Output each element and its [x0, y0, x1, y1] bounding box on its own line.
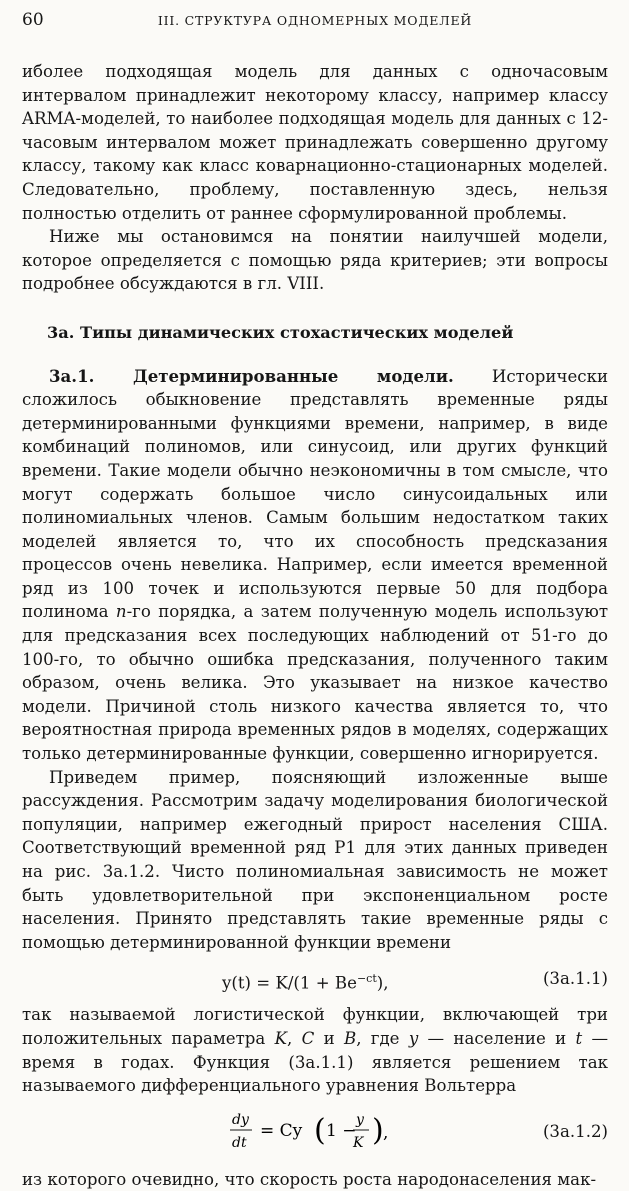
page-number: 60 — [22, 10, 44, 30]
eq2-mid: = Cy — [260, 1120, 303, 1141]
var-C: C — [301, 1028, 315, 1048]
equation-3a-1-1 — [22, 962, 608, 998]
subsection-text-2: -го порядка, а затем полученную модель используют для предсказания всех последующих наблюдений от 51-го до 100-го, то обычно ошибка предсказания, полученного таким образом, очень велика. Это указывает на низкое качество модели. Причиной столь низкого качества является то, что вероятностная природа временных рядов в моделях, содержащих только детерминированные функции, совершенно игнорируется. — [22, 602, 609, 764]
paragraph-deterministic-models — [22, 365, 608, 766]
logistic-text-c: — время в годах. Функция (3а.1.1) является решением так называемого дифференциального уравнения Вольтерра — [22, 1028, 609, 1096]
var-t: t — [575, 1028, 583, 1048]
running-head: III. СТРУКТУРА ОДНОМЕРНЫХ МОДЕЛЕЙ — [157, 13, 473, 28]
eq2-left-paren: ( — [314, 1112, 326, 1148]
page-body — [22, 60, 608, 1191]
paragraph-example: Приведем пример, поясняющий изложенные выше рассуждения. Рассмотрим задачу моделирования биологической популяции, например ежегодный прирост населения США. Соответствующий временной ряд P1 для этих данных приведен на рис. 3а.1.2. Чисто полиномиальная зависимость не может быть удовлетворительной при экспоненциальном росте населения. Принято представлять такие временные ряды с помощью детерминированной функции времени — [22, 767, 608, 952]
logistic-text-b: — население и — [427, 1028, 567, 1048]
volterra-equation — [222, 1102, 422, 1162]
logistic-formula — [222, 967, 389, 995]
eq1-rhs: ), — [376, 973, 389, 993]
eq1-exponent: −ct — [356, 972, 377, 986]
equation-number-1: (3а.1.1) — [542, 969, 608, 989]
var-y: y — [408, 1028, 419, 1048]
section-title: 3а. Типы динамических стохастических моделей — [47, 322, 514, 342]
paragraph-logistic: так называемой логистической функции, включающей три положительных параметра K, C и B, где y — население и t — время в годах. Функция (3а.1.1) является решением так называемого дифференциального уравнения Вольтерра — [22, 1005, 609, 1096]
paragraph-best-model: Ниже мы остановимся на понятии наилучшей модели, которое определяется с помощью ряда критериев; эти вопросы подробнее обсуждаются в гл. VIII. — [22, 227, 608, 294]
equation-number-2: (3а.1.2) — [542, 1121, 608, 1141]
eq2-dt: dt — [232, 1134, 247, 1151]
var-B: B — [343, 1028, 357, 1048]
eq1-lhs: y(t) = K/(1 + Be — [222, 973, 357, 993]
subsection-heading: 3а.1. Детерминированные модели. — [49, 365, 454, 386]
eq2-y: y — [356, 1111, 364, 1128]
paragraph-final: из которого очевидно, что скорость роста народонаселения мак- — [22, 1169, 597, 1189]
logistic-text-a: так называемой логистической функции, включающей три положительных параметра — [22, 1005, 608, 1048]
eq2-comma: , — [383, 1122, 389, 1143]
var-K: K — [274, 1028, 288, 1048]
eq2-dy: dy — [232, 1111, 249, 1128]
variable-n: n — [115, 602, 127, 622]
equation-3a-1-2 — [22, 1102, 608, 1164]
eq2-K: K — [353, 1134, 364, 1151]
subsection-text: Исторически сложилось обыкновение представлять временные ряды детерминированными функциями времени, например, в виде комбинаций полиномов, или синусоид, или других функций времени. Такие модели обычно неэкономичны в том смысле, что могут содержать большое число синусоидальных или полиномиальных членов. Самым большим недостатком таких моделей является то, что их способность предсказания процессов очень невелика. Например, если имеется временной ряд из 100 точек и используются первые 50 для подбора полинома — [22, 366, 609, 622]
paragraph-continued: иболее подходящая модель для данных с одночасовым интервалом принадлежит некоторому классу, например классу ARMA-моделей, то наиболее подходящая модель для данных с 12-часовым интервалом может принадлежать совершенно другому классу, такому как класс коварнационно-стационарных моделей. Следовательно, проблему, поставленную здесь, нельзя полностью отделить от раннее сформулированной проблемы. — [22, 62, 608, 223]
eq2-right-paren: ) — [372, 1112, 384, 1148]
page-header — [22, 10, 608, 34]
eq2-one-minus: 1 − — [326, 1120, 357, 1141]
